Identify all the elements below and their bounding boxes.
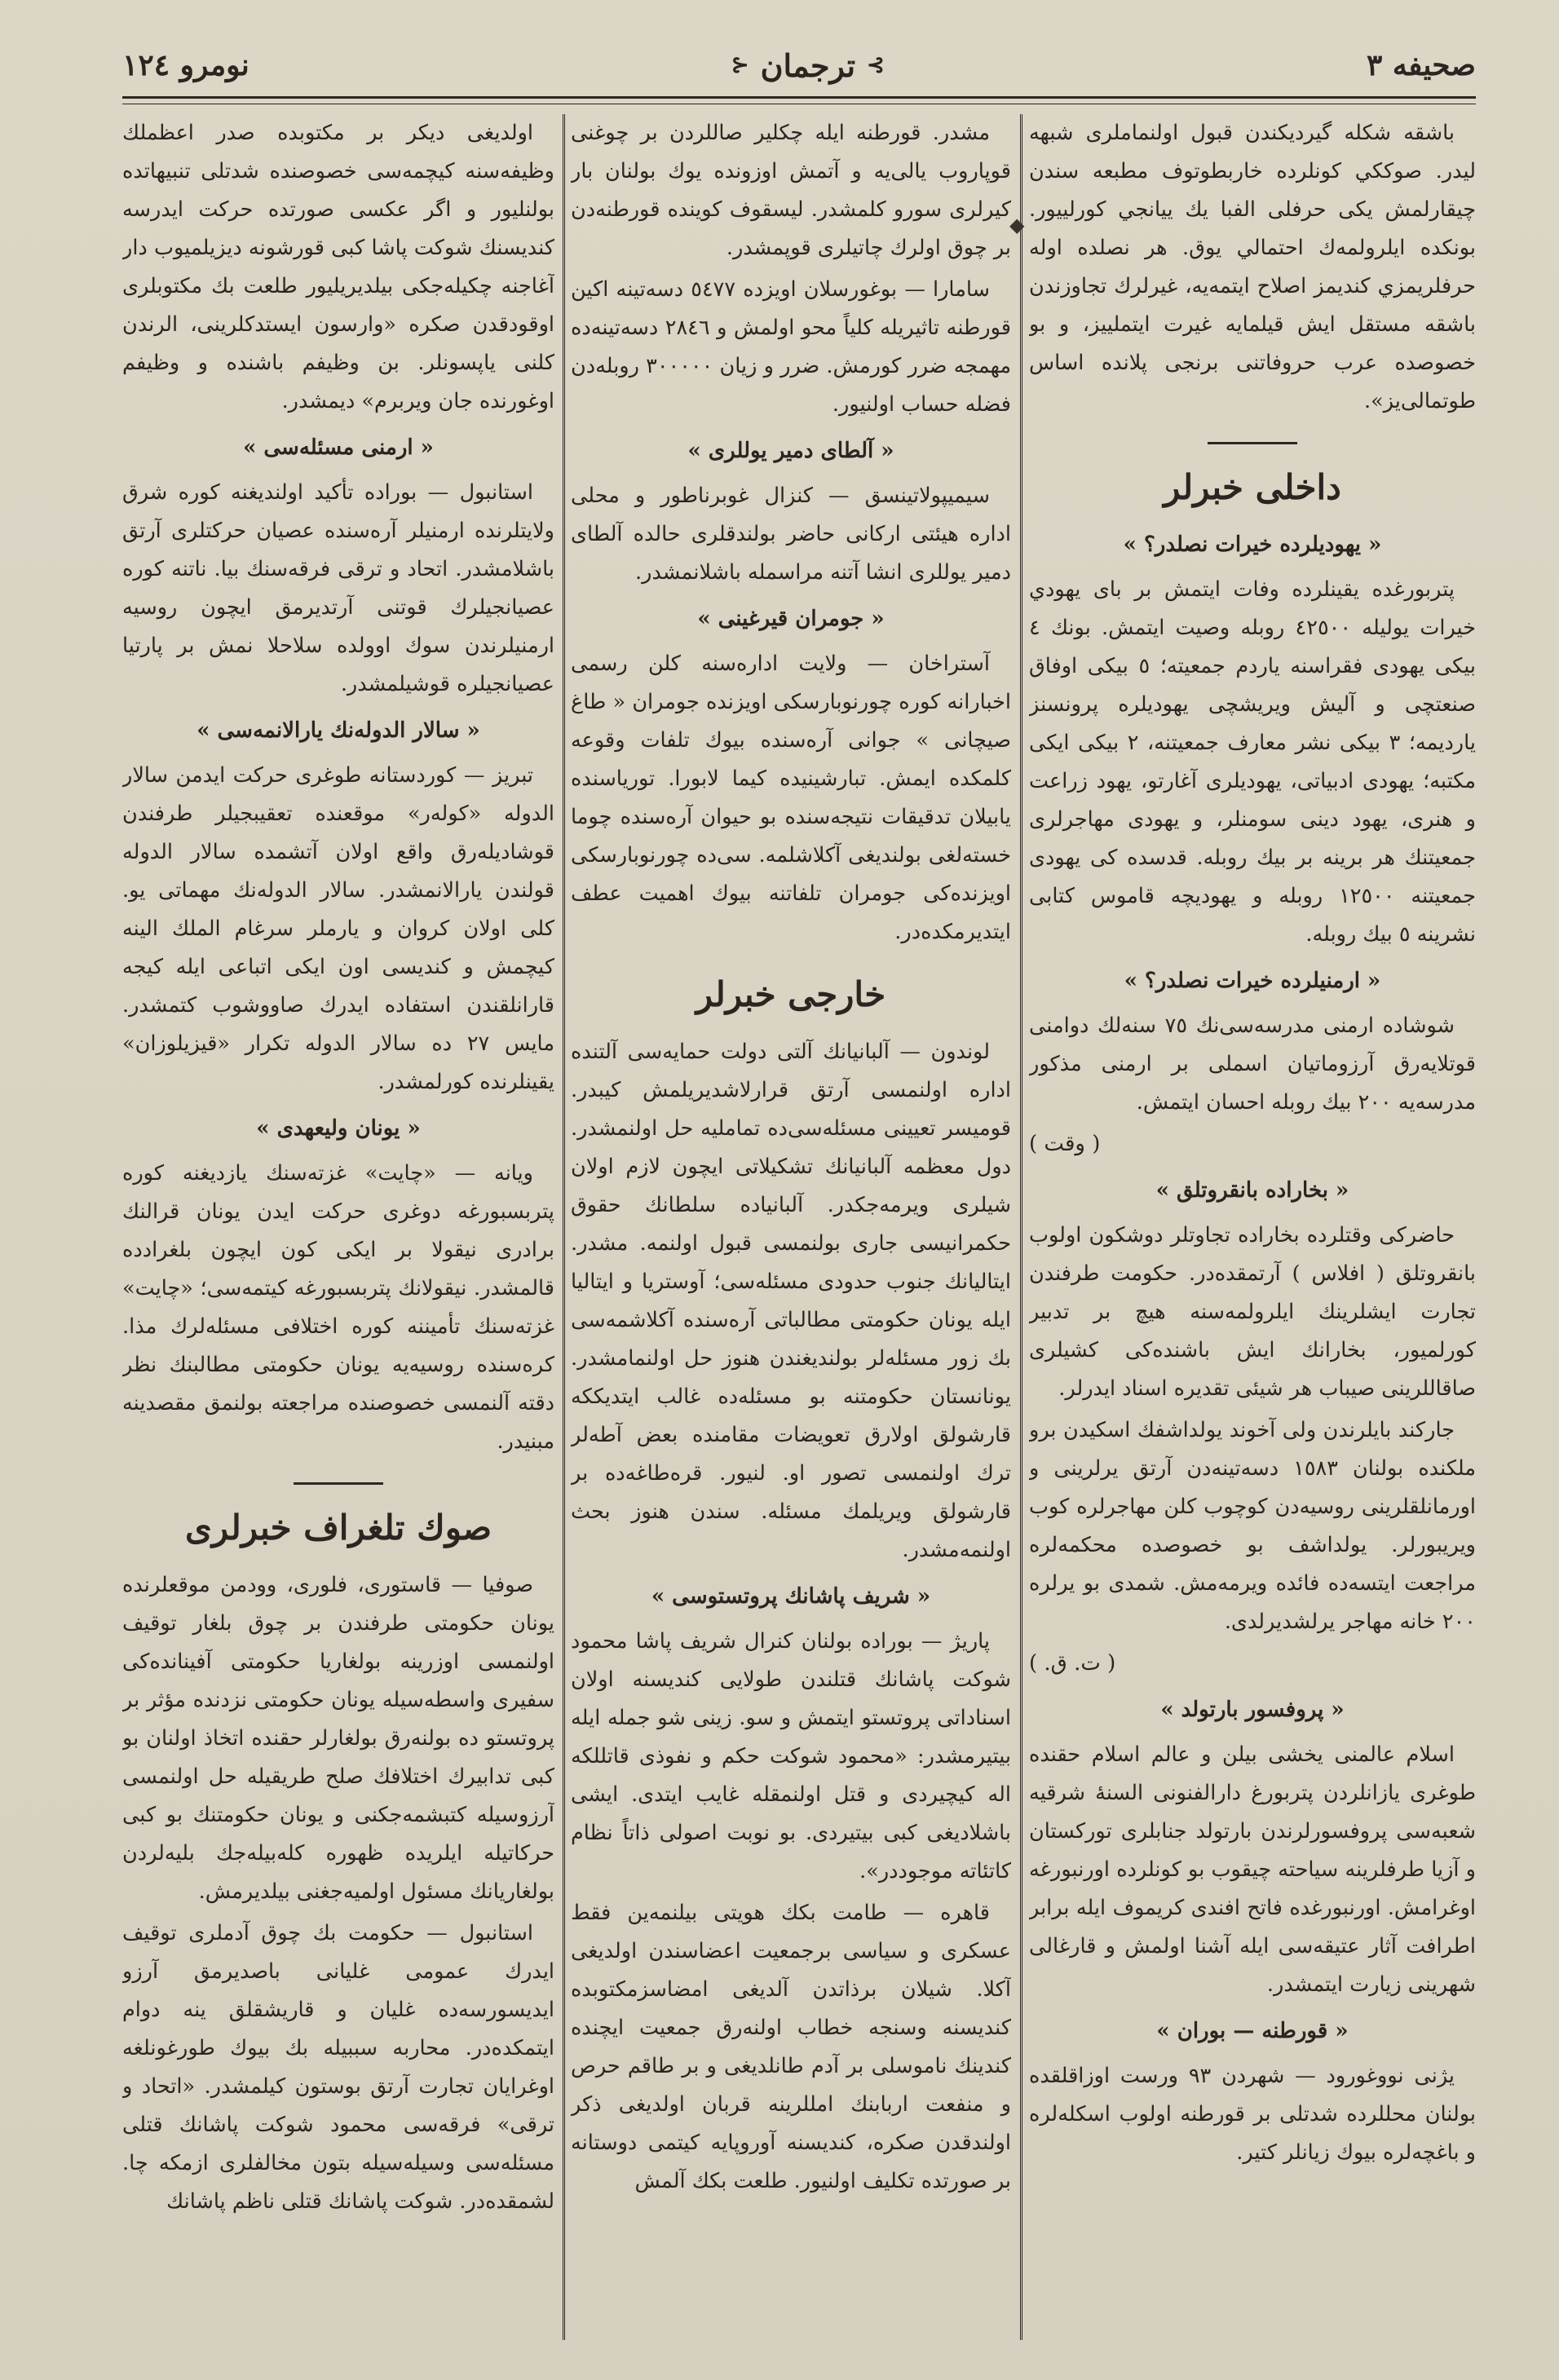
article-paragraph: سامارا — بوغورسلان اویزده ٥٤٧٧ دسه‌تینه اكین قورطنه تاثیریله كلیاً محو اولمش و ٢٨٤٦ دسه‌تینه‌ده مهمجه ضرر كورمش. ضرر و زیان ٣٠٠٠٠٠ روبله‌دن فضله حساب اولنیور.	[571, 277, 1011, 417]
column-divider-right	[1020, 114, 1022, 2340]
ornament-right-icon: ⊱	[867, 53, 885, 77]
article-paragraph: ویانه — «چایت» غزته‌سنك یازدیغنه كوره پتربسبورغه دوغری حركت ایدن یونان قرالنك برادری نیقولا بر ایكی كون ایچون بلغرادده قالمشدر. نیقولانك پتربسبورغه كیتمه‌سی؛ «چایت» غزته‌سنك تأمیننه كوره اختلافی مسئله‌لرك مذا. كره‌سنده روسیه‌یه یونان حكومتی مطالبنك نظر دقته آلنمسی خصوصنده مراجعته بولنمق مقصدینه مبنیدر.	[122, 1161, 554, 1454]
article-headline: « يهودیلرده خیرات نصلدر؟ »	[1123, 532, 1382, 557]
article-paragraph: آستراخان — ولایت اداره‌سنه كلن رسمی اخبارانه كوره چورنوبارسكی اویزنده جومران « طاغ صیچانی » جوانی آره‌سنده بیوك تلفات وقوعه كلمكده ایمش. تبارشینیده كیما لابورا. توریاسنده یابیلان تدقیقات نتیجه‌سنده بو حیوان آره‌سنده چوما خسته‌لغی بولندیغی آكلاشلمه. سی‌ده چورنوبارسكی اویزنده‌كی جومران تلفاتنه بیوك اهمیت عطف ایتدیرمكده‌در.	[571, 651, 1011, 944]
newspaper-title-block	[731, 47, 885, 84]
article-paragraph: تبریز — كوردستانه طوغری حركت ایدمن سالار الدوله «كوله‌ر» موقعنده تعقیبجیلر طرفندن قوشادیله‌رق واقع اولان آتشمده سالار الدوله قولندن یارالانمشدر. سالار الدوله‌نك مهماتی یو. كلی اولان كروان و یارملر سرغام الملك الینه كیچمش و كندیسی اون ایكی اتباعی ایله كیجه قارانلقندن استفاده ایدرك صاووشوب كتمشدر. مایس ٢٧ ده سالار الدوله تكرار «قیزیلوزان» یقینلرنده كورلمشدر.	[122, 763, 554, 1094]
article-headline: « شریف پاشانك پروتستوسی »	[651, 1584, 931, 1609]
article-headline: « ارمنیلرده خیرات نصلدر؟ »	[1124, 969, 1381, 993]
article-source: ( وقت )	[1029, 1132, 1101, 1156]
article-headline: « سالار الدوله‌نك یارالانمه‌سی »	[197, 718, 480, 743]
article-headline: « پروفسور بارتولد »	[1160, 1698, 1345, 1722]
column-right	[1029, 114, 1476, 2340]
newspaper-title: ترجمان	[760, 46, 856, 84]
article-headline: « قورطنه — بوران »	[1156, 2019, 1349, 2043]
article-paragraph: یژنی نووغورود — شهردن ٩٣ ورست اوزاقلقده بولنان محللرده شدتلی بر قورطنه اولوب اسكله‌لره و باغچه‌لره بیوك زیانلر كتیر.	[1029, 2064, 1476, 2165]
article-headline: « بخاراده بانقروتلق »	[1155, 1178, 1349, 1203]
article-headline: « یونان ولیعهدی »	[256, 1116, 421, 1141]
masthead-rule	[122, 96, 1476, 104]
article-paragraph: شوشاده ارمنی مدرسه‌سی‌نك ٧٥ سنه‌لك دوامنی قوتلایه‌رق آرزوماتیان اسملی بر ارمنی مذكور مدرسه‌یه ٢٠٠ بیك روبله احسان ایتمش.	[1029, 1013, 1476, 1115]
article-paragraph: پتربورغده یقینلرده وفات ایتمش بر بای يهودي خیرات یولیله ٤٢٥٠٠ روبله وصیت ایتمش. بونك ٤ بیكی يهودی فقراسنه یاردم جمعیته؛ ٥ بیكی اوفاق صنعتچی و آلیش ویریشچی يهودیلره پرونسنز یاردیمه؛ ٣ بیكی نشر معارف جمعیتنه، ٢ بیكی ایكی مكتبه؛ يهودی ادبیاتی، يهودیلری آغارتو، يهود زراعت و هنری، يهود دینی سومنلر، و يهودی مهاجرلری جمعیتنك هر برینه بر بیك روبله. قدسده كی يهودی جمعیتنه ١٢٥٠٠ روبله و يهودیچه قاموس كتابی نشرینه ٥ بیك روبله.	[1029, 577, 1476, 947]
section-heading: صوك تلغراف خبرلری	[184, 1508, 492, 1548]
article-headline: « جومران قیرغینی »	[697, 607, 885, 631]
section-separator-rule	[294, 1482, 383, 1485]
article-paragraph: جاركند بایلرندن ولی آخوند یولداشفك اسكیدن برو ملكنده بولنان ١٥٨٣ دسه‌تینه‌دن آرتق یرلرینی و اورمانلقلرینی روسیه‌دن كوچوب كلن مهاجرلره كوب ويریبورلر. یولداشف بو خصوصده محكمه‌لره مراجعت ایتسه‌ده فائده ویرمه‌مش. شمدی بو یرلره ٢٠٠ خانه مهاجر یرلشدیرلدی.	[1029, 1418, 1476, 1634]
column-divider-left	[563, 114, 565, 2340]
section-heading: خارجی خبرلر	[696, 974, 886, 1014]
masthead	[122, 33, 1476, 98]
article-paragraph: مشدر. قورطنه ایله چكلیر صاللردن بر چوغنی قوپاروب یالی‌یه و آتمش اوزونده یوك بولنان بار كیرلری سورو كلمشدر. لیسقوف كوینده قورطنه‌دن بر چوق اولرك چاتیلری قوپمشدر.	[571, 121, 1011, 260]
article-paragraph: قاهره — طامت بكك هویتی بیلنمه‌ین فقط عسكری و سیاسی برجمعیت اعضاسندن اولدیغی آكلا. شیلان برذاتدن آلدیغی امضاسزمكتوبده كندیسنه وسنجه خطاب اولنه‌رق جمعیت ایچنده كندینك ناموسلی بر آدم طانلدیغی و بر طاقم حرص و منفعت اربابنك امللرینه قربان اولدیغی ذكر اولندقدن صكره، كندیسنه آوروپایه كیتمی دوستانه بر صورتده تكلیف اولنیور. طلعت بكك آلمش	[571, 1901, 1011, 2193]
column-middle	[571, 114, 1011, 2340]
section-separator-rule	[1208, 442, 1297, 444]
article-paragraph: اولدیغی دیكر بر مكتوبده صدر اعظملك وظیفه‌سنه كیچمه‌سی خصوصنده شدتلی تنبیهاتده بولنلیور و اگر عكسی صورتده حركت ایدرسه كندیسنك شوكت پاشا كبی قورشونه دیزیلمیوب دار آغاجنه چكیله‌جكی بیلدیریلیور طلعت بك مكتوبلری اوقودقدن صكره «وارسون ایستدكلرینی، الرندن كلنی یاپسونلر. بن وظیفم باشنده و وظیفم اوغورنده جان ویربرم» دیمشدر.	[122, 121, 554, 413]
article-headline: « ارمنی مسئله‌سی »	[243, 435, 434, 460]
ornament-left-icon: ⊰	[731, 53, 749, 77]
article-paragraph: استانبول — بوراده تأكید اولندیغنه كوره شرق ولایتلرنده ارمنیلر آره‌سنده عصیان حركتلری آرتق باشلامشدر. اتحاد و ترقی فرقه‌سنك بیا. ناتنه كوره عصیانجیلرك قوتنی آرتدیرمق ایچون روسیه ارمنیلرندن سوك اوولده سلاحلا نمش بر پارتیا عصیانجیلره قوشیلمشدر.	[122, 480, 554, 696]
article-paragraph: صوفیا — قاستوری، فلوری، وودمن موقعلرنده یونان حكومتی طرفندن بر چوق بلغار توقیف اولنمسی اوزرینه بولغاریا حكومتی آفینانده‌كی سفیری واسطه‌سیله یونان حكومتی نزدنده مؤثر بر پروتستو ده بولنه‌رق بولغارلر حقنده اتخاذ اولنان بو كبی تدابیرك اختلافك صلح طریقیله حل اولنمسی آرزوسیله كتبشمه‌جكنی و یونان حكومتنك بو كبی حركاتیله ایلریده ظهوره كله‌بیله‌جك بلیه‌لردن بولغاریانك مسئول اولمیه‌جغنی بیلدیرمش.	[122, 1573, 554, 1904]
margin-mark-icon: ◆	[1009, 214, 1025, 236]
article-paragraph: لوندون — آلبانیانك آلتی دولت حمایه‌سی آلتنده اداره اولنمسی آرتق قرارلاشدیریلمش كیبدر. قومیسر تعیینی مسئله‌سی‌ده تماملیه حل اولنمشدر. دول معظمه آلبانیانك تشكیلاتی ایچون لازم اولان شیلری ویرمه‌جكدر. آلبانیاده سلطانك حقوق حكمرانیسی جاری بولنمسی قبول اولنمه. مشدر. ایتالیانك جنوب حدودی مسئله‌سی؛ آوستریا و ایتالیا ایله یونان حكومتی مطالباتی آره‌سنده آكلاشمه‌سی بك زور مسئله‌لر بولندیغندن هنوز حل اولنمامشدر. یونانستان حكومتنه بو مسئله‌ده غالب ایتدیككه قارشولق اولارق تعویضات مقامنده بعض آطه‌لر ترك اولنمسی تصور او. لنیور. قره‌طاغه‌ده بر قارشولق ویریلمك مسئله. سندن هنوز بحث اولنمه‌مشدر.	[571, 1040, 1011, 1562]
issue-number: نومرو ١٢٤	[122, 48, 250, 82]
column-left	[122, 114, 554, 2340]
article-paragraph: حاضركی وقتلرده بخاراده تجاوتلر دوشكون اولوب بانقروتلق ( افلاس ) آرتمقده‌در. حكومت طرفندن تجارت ایشلرینك ايلرولمه‌سنه هیچ بر تدبیر كورلمیور، بخارانك ایش باشنده‌كی كشیلری صاقاللرینی صیباب هر شیئی تقدیره اسناد ایدرلر.	[1029, 1223, 1476, 1401]
article-paragraph: استانبول — حكومت بك چوق آدملری توقیف ایدرك عمومی غلیانی باصدیرمق آرزو ایدیسورسه‌ده غلیان و قاریشقلق ینه دوام ایتمكده‌در. محاربه سببیله بك بیوك طورغونلغه اوغرایان تجارت آرتق بوستون كیلمشدر. «اتحاد و ترقی» فرقه‌سی محمود شوكت پاشانك قتلی مسئله‌سی وسیله‌سیله بتون مخالفلری ازمكه چا. لشمقده‌در. شوكت پاشانك قتلی ناظم پاشانك	[122, 1921, 554, 2214]
article-paragraph: اسلام عالمنی یخشی بیلن و عالم اسلام حقنده طوغری یازانلردن پتربورغ دارالفنونی السنهٔ شرقیه شعبه‌سی پروفسورلرندن بارتولد جنابلری توركستان و آزیا طرفلرینه سیاحته چیقوب بو كونلرده اورنبورغه اوغرامش. اورنبورغده فاتح افندی كریموف ایله برابر اطرافت آثار عتیقه‌سی ایله آشنا اولمش و قارغالی شهرینی زیارت ایتمشدر.	[1029, 1742, 1476, 1997]
article-headline: « آلطای دمیر یوللری »	[687, 439, 894, 463]
page-number: صحیفه ٣	[1366, 48, 1476, 82]
article-paragraph: باشقه شكله گیرديكندن قبول اولنماملری شبهه لیدر. صوككي كونلرده خاربطوتوف مطبعه سندن چیقارلمش یكی حرفلی الفبا یك ییانجي كورلیيور. بونكده ایلرولمه‌ك احتمالي يوق. هر نصلده اوله حرفلریمزي كندیمز اصلاح ایتمه‌یه، غیرلرك تجاوزندن باشقه مستقل ایش قیلمایه غیرت ايتمليیز، و بو خصوصده عرب حروفاتنی برنجی پلانده اساس طوتمالی‌یز».	[1029, 121, 1476, 413]
article-source: ( ت. ق. )	[1029, 1651, 1116, 1676]
section-heading: داخلی خبرلر	[1164, 467, 1341, 507]
article-paragraph: پاریژ — بوراده بولنان كنرال شریف پاشا محمود شوكت پاشانك قتلندن طولایی كندیسنه اولان اسناداتی پروتستو ایتمش و سو. زینی شو جمله ایله بیتیرمشدر: «محمود شوكت حكم و نفوذی قاتللكه اله كیچیردی و قتل اولنمقله غایب ایتدی. ایشی باشلادیغی كبی بیتیردی. بو نوبت اصولی ذاتاً نظام كاتئاته موجوددر».	[571, 1629, 1011, 1883]
article-paragraph: سیمیپولاتینسق — كنزال غوبرناطور و محلی اداره هیئتی اركانی حاضر بولندقلری حالده آلطای دمیر یوللری انشا آتنه مراسمله باشلانمشدر.	[571, 484, 1011, 585]
